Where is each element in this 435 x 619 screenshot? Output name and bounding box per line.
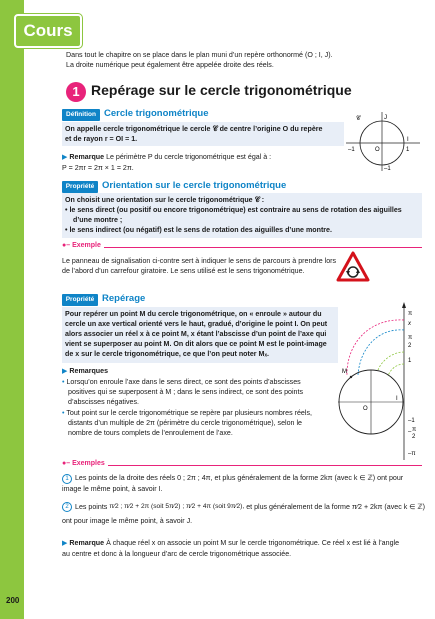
prop1-title: Orientation sur le cercle trigonométrique bbox=[102, 180, 287, 191]
circled-number-2: 2 bbox=[62, 502, 72, 512]
prop1-line3: • le sens indirect (ou négatif) est le sens de rotation des aiguilles d’une montre. bbox=[65, 226, 332, 234]
fig2-arc-x bbox=[358, 330, 404, 375]
examples2-ex2-text-c: + 2kπ (avec k ∈ ℤ) bbox=[363, 502, 426, 511]
cours-tab: Cours bbox=[14, 14, 82, 48]
remarks2-b1 bbox=[62, 377, 334, 408]
example1-label: ●– Exemple bbox=[62, 242, 104, 249]
trig-circle-figure bbox=[344, 108, 424, 173]
examples2-ex2-line2: ont pour image le même point, à savoir J. bbox=[62, 517, 193, 525]
fig1-label-J: J bbox=[384, 115, 387, 121]
fig2-label-pi2-den: 2 bbox=[408, 343, 412, 349]
example1-line2: de l’abord d’un carrefour giratoire. Le sens utilisé est le sens trigonométrique. bbox=[62, 267, 305, 276]
intro bbox=[66, 50, 421, 70]
definition-title: Cercle trigonométrique bbox=[104, 108, 209, 119]
remarks2-b1-line2: d’abscisses négatives. bbox=[68, 398, 139, 407]
prop2-line2: alors associer un réel x à ce point M, x étant l’abscisse d’un point de l’axe qui bbox=[65, 330, 327, 338]
remark3 bbox=[62, 538, 399, 559]
fig1-label-C: 𝒞 bbox=[356, 116, 361, 122]
example1-line1: Le panneau de signalisation ci-contre sert à indiquer le sens de parcours à prendre lors bbox=[62, 257, 337, 265]
prop2-line4: de x sur le cercle trigonométrique, ce que l’on peut noter Mₓ. bbox=[65, 350, 270, 358]
remark1-line1: Le périmètre P du cercle trigonométrique est égal à : bbox=[106, 153, 272, 161]
fig2-point-M bbox=[350, 376, 352, 378]
side-band bbox=[0, 0, 24, 619]
prop2-line0: Pour repérer un point M du cercle trigonométrique, on « enroule » autour du bbox=[65, 310, 322, 318]
remarks2-b1-line1: positives qui se superposent à M ; dans le sens indirect, ce sont des points bbox=[68, 388, 304, 397]
fig2-label-pi2-num: π bbox=[408, 335, 413, 341]
example1-rule bbox=[62, 247, 422, 248]
fig2-axis-arrow-icon bbox=[402, 302, 406, 308]
fig2-label-x: x bbox=[408, 321, 411, 327]
fig2-label-I: I bbox=[396, 396, 398, 402]
fig2-arc-one bbox=[388, 364, 404, 376]
examples2-ex1-line1: Les points de la droite des réels 0 ; 2π ; 4π, et plus généralement de la forme 2kπ (avec k ∈ ℤ) ont pour bbox=[74, 474, 404, 482]
fig2-label-M: M bbox=[342, 369, 347, 375]
remarks2-label: Remarques bbox=[69, 367, 109, 375]
remark1 bbox=[62, 152, 342, 173]
examples2-ex2-text-a: Les points bbox=[75, 502, 108, 511]
arrow-icon: ▶ bbox=[62, 368, 68, 375]
fig2-label-negpi: –π bbox=[408, 451, 416, 457]
examples2-ex2-formula-icon: π⁄2 ; π⁄2 + 2π (soit 5π⁄2) ; π⁄2 + 4π (soit 9π⁄2), bbox=[109, 502, 245, 510]
fig2-label-negpi2-num: π bbox=[412, 427, 417, 433]
example1-label-text: Exemple bbox=[72, 242, 101, 249]
examples2-ex1 bbox=[62, 473, 403, 494]
prop2-box bbox=[62, 307, 338, 363]
definition-tag: Définition bbox=[62, 109, 100, 121]
remarks2 bbox=[62, 366, 108, 377]
section-title: Repérage sur le cercle trigonométrique bbox=[91, 82, 352, 98]
fig2-label-neg1: –1 bbox=[408, 418, 415, 424]
fig2-label-pi: π bbox=[408, 311, 413, 317]
prop1-line2a: • le sens direct (ou positif ou encore trigonométrique) est contraire au sens de rotation des aiguilles bbox=[65, 206, 402, 214]
prop2-title: Repérage bbox=[102, 293, 146, 304]
example1-text bbox=[62, 256, 336, 276]
examples2-ex2 bbox=[62, 498, 425, 526]
remarks2-b2-line1: distants d’un multiple de 2π (périmètre du cercle trigonométrique), selon le bbox=[68, 419, 302, 428]
intro-line2: La droite numérique peut également être appelée droite des réels. bbox=[66, 61, 274, 70]
section-number: 1 bbox=[66, 82, 86, 102]
fig2-arc-pi2 bbox=[378, 352, 404, 370]
remark3-line1: À chaque réel x on associe un point M sur le cercle trigonométrique. Ce réel x est lié à l’angle bbox=[106, 539, 400, 547]
fig1-label-neg1x: –1 bbox=[348, 147, 355, 153]
remarks2-b1-line0: Lorsqu’on enroule l’axe dans le sens direct, ce sont des points d’abscisses bbox=[66, 378, 301, 386]
intro-line1: Dans tout le chapitre on se place dans le plan muni d’un repère orthonormé (O ; I, J). bbox=[66, 51, 333, 59]
examples2-ex1-line2: image le même point, à savoir I. bbox=[62, 485, 163, 493]
wrapping-figure bbox=[338, 300, 428, 462]
fig2-arc-pi bbox=[347, 320, 404, 376]
definition-box bbox=[62, 122, 344, 146]
remarks2-b2-line2: nombre de tours complets de l’enroulement de l’axe. bbox=[68, 429, 233, 438]
fig1-label-1: 1 bbox=[406, 147, 410, 153]
examples2-label-text: Exemples bbox=[72, 460, 105, 467]
examples2-label: ●– Exemples bbox=[62, 460, 108, 467]
prop1-box bbox=[62, 193, 422, 238]
prop2-line3: vient se superposer au point M. On dit alors que ce point M est le point-image bbox=[65, 340, 327, 348]
remark1-line2: P = 2πr = 2π × 1 = 2π. bbox=[62, 164, 134, 173]
definition-body2: et de rayon r = OI = 1. bbox=[65, 135, 138, 143]
bullet-icon: • bbox=[62, 409, 65, 417]
remarks2-b2 bbox=[62, 408, 334, 439]
remarks2-b2-line0: Tout point sur le cercle trigonométrique se repère par plusieurs nombres réels, bbox=[66, 409, 312, 417]
arrow-icon: ▶ bbox=[62, 154, 68, 161]
circled-number-1: 1 bbox=[62, 474, 72, 484]
prop2-tag: Propriété bbox=[62, 294, 98, 306]
bullet-icon: • bbox=[62, 378, 65, 386]
remark3-line2: au centre et donc à la longueur d’arc de cercle trigonométrique associée. bbox=[62, 550, 292, 559]
fig1-label-I: I bbox=[407, 137, 409, 143]
examples2-ex2-pi2-icon: π⁄2 bbox=[351, 502, 362, 511]
remark3-label: Remarque bbox=[69, 539, 105, 547]
fig2-label-one: 1 bbox=[408, 358, 412, 364]
fig2-label-negpi2-den: 2 bbox=[412, 434, 416, 440]
fig1-label-neg1y: –1 bbox=[384, 166, 391, 172]
fig2-label-O: O bbox=[363, 406, 368, 412]
definition-body1: On appelle cercle trigonométrique le cercle 𝒞 de centre l’origine O du repère bbox=[65, 125, 323, 133]
page-number: 200 bbox=[6, 596, 20, 605]
examples2-ex2-text-b: et plus généralement de la forme bbox=[246, 502, 350, 511]
prop1-tag: Propriété bbox=[62, 181, 98, 193]
fig2-label-minus: – bbox=[408, 429, 412, 435]
prop2-line1: cercle un axe vertical orienté vers le haut, gradué, d’origine le point I. On peut bbox=[65, 320, 328, 328]
prop1-line2b: d’une montre ; bbox=[73, 216, 123, 224]
prop1-line1: On choisit une orientation sur le cercle trigonométrique 𝒞 : bbox=[65, 196, 265, 204]
remark1-label: Remarque bbox=[69, 153, 105, 161]
arrow-icon: ▶ bbox=[62, 540, 68, 547]
roundabout-sign-icon bbox=[336, 251, 370, 283]
fig1-label-O: O bbox=[375, 147, 380, 153]
examples2-rule bbox=[62, 465, 422, 466]
